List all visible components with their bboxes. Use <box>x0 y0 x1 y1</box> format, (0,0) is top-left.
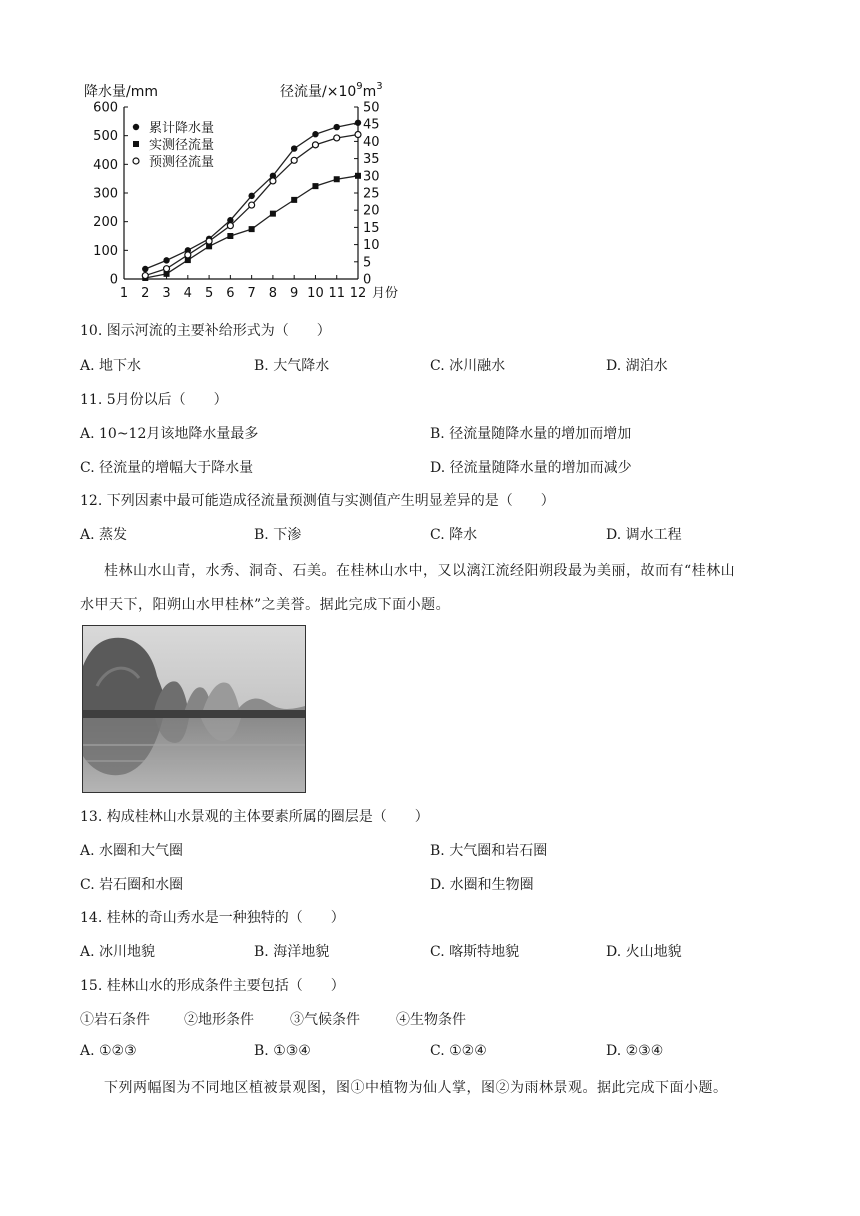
question-11-option-c[interactable]: C. 径流量的增幅大于降水量 <box>80 460 254 476</box>
series-2-point <box>334 176 340 182</box>
series-2-point <box>355 173 361 179</box>
legend-marker-3 <box>133 158 139 164</box>
legend-label-3: 预测径流量 <box>149 155 215 170</box>
left-y-tick-label: 300 <box>93 186 118 202</box>
series-1-point <box>248 193 254 199</box>
right-y-tick-label: 50 <box>363 100 380 116</box>
legend-marker-2 <box>133 141 139 147</box>
legend-label-1: 累计降水量 <box>149 121 215 136</box>
x-tick-label: 9 <box>290 286 299 301</box>
question-10-option-c[interactable]: C. 冰川融水 <box>430 358 506 374</box>
x-tick-label: 3 <box>162 286 171 301</box>
right-y-tick-label: 20 <box>363 203 380 219</box>
x-tick-label: 11 <box>328 286 346 301</box>
question-13-option-c[interactable]: C. 岩石圈和水圈 <box>80 877 184 893</box>
x-tick-label: 4 <box>183 286 192 301</box>
x-tick-label: 12 <box>349 286 367 301</box>
x-tick-label: 1 <box>119 286 129 301</box>
series-1-point <box>142 266 148 272</box>
x-tick-label: 10 <box>307 286 324 301</box>
series-3-point <box>312 142 318 148</box>
x-tick-label: 7 <box>247 286 256 301</box>
right-y-tick-label: 0 <box>363 272 372 288</box>
question-14-option-c[interactable]: C. 喀斯特地貌 <box>430 944 520 960</box>
question-15-stem: 15. 桂林山水的形成条件主要包括（ ） <box>80 978 345 994</box>
chart-axes <box>93 101 398 302</box>
right-y-tick-label: 5 <box>363 255 372 271</box>
question-10-option-a[interactable]: A. 地下水 <box>80 358 142 374</box>
series-1-point <box>291 145 297 151</box>
series-3-point <box>227 223 233 229</box>
right-y-tick-label: 35 <box>363 152 380 168</box>
series-3-point <box>206 238 212 244</box>
legend-marker-1 <box>133 124 139 130</box>
series-2-point <box>312 183 318 189</box>
left-y-tick-label: 400 <box>93 157 118 173</box>
question-15-condition-1: ①岩石条件 <box>80 1012 150 1028</box>
x-axis-unit: 月份 <box>372 286 399 301</box>
right-y-tick-label: 45 <box>363 117 380 133</box>
series-3-point <box>142 273 148 279</box>
question-15-option-c[interactable]: C. ①②④ <box>430 1043 487 1059</box>
question-10-option-d[interactable]: D. 湖泊水 <box>606 358 668 374</box>
series-3-point <box>334 135 340 141</box>
question-12-stem: 12. 下列因素中最可能造成径流量预测值与实测值产生明显差异的是（ ） <box>80 493 555 509</box>
left-y-tick-label: 500 <box>93 129 118 145</box>
question-15-option-a[interactable]: A. ①②③ <box>80 1043 137 1059</box>
right-axis-label: 径流量$/\times 10^9m^3$ <box>280 81 383 100</box>
x-tick-label: 8 <box>268 286 278 301</box>
left-y-tick-label: 200 <box>93 215 118 231</box>
series-1-point <box>163 257 169 263</box>
question-13-option-a[interactable]: A. 水圈和大气圈 <box>80 843 184 859</box>
chart-legend <box>133 120 214 170</box>
series-3-point <box>185 252 191 258</box>
question-12-option-b[interactable]: B. 下渗 <box>254 527 302 543</box>
question-15-condition-2: ②地形条件 <box>184 1012 254 1028</box>
guilin-passage-line-2: 水甲天下，阳朔山水甲桂林”之美誉。据此完成下面小题。 <box>80 597 451 613</box>
question-15-condition-3: ③气候条件 <box>290 1012 360 1028</box>
question-14-option-a[interactable]: A. 冰川地貌 <box>80 944 156 960</box>
x-tick-label: 5 <box>204 286 214 301</box>
x-tick-label: 2 <box>141 286 150 301</box>
guilin-passage-line-1: 桂林山水山青，水秀、洞奇、石美。在桂林山水中，又以漓江流经阳朔段最为美丽，故而有“桂林山 <box>104 563 736 579</box>
question-14-option-b[interactable]: B. 海洋地貌 <box>254 944 330 960</box>
right-y-tick-label: 30 <box>363 169 380 185</box>
series-3-point <box>249 202 255 208</box>
series-3-point <box>164 266 170 272</box>
question-11-option-a[interactable]: A. 10~12月该地降水量最多 <box>80 426 259 442</box>
series-3-point <box>291 157 297 163</box>
left-y-tick-label: 100 <box>93 243 118 259</box>
left-y-tick-label: 0 <box>109 272 118 288</box>
guilin-landscape-drawing <box>83 626 305 792</box>
x-tick-label: 6 <box>226 286 235 301</box>
right-y-tick-label: 10 <box>363 238 380 254</box>
series-2-point <box>249 226 255 232</box>
question-10-stem: 10. 图示河流的主要补给形式为（ ） <box>80 323 331 339</box>
left-y-tick-label: 600 <box>93 100 118 116</box>
chart-svg <box>74 74 410 310</box>
series-1-point <box>312 131 318 137</box>
right-y-tick-label: 25 <box>363 186 380 202</box>
question-13-stem: 13. 构成桂林山水景观的主体要素所属的圈层是（ ） <box>80 809 429 825</box>
legend-label-2: 实测径流量 <box>149 138 215 153</box>
guilin-landscape-photo <box>82 625 306 793</box>
question-10-option-b[interactable]: B. 大气降水 <box>254 358 330 374</box>
question-14-stem: 14. 桂林的奇山秀水是一种独特的（ ） <box>80 910 345 926</box>
question-13-option-b[interactable]: B. 大气圈和岩石圈 <box>430 843 548 859</box>
series-3-point <box>270 178 276 184</box>
series-1-point <box>355 120 361 126</box>
question-12-option-d[interactable]: D. 调水工程 <box>606 527 682 543</box>
question-15-condition-4: ④生物条件 <box>396 1012 466 1028</box>
question-11-stem: 11. 5月份以后（ ） <box>80 392 228 408</box>
vegetation-passage: 下列两幅图为不同地区植被景观图，图①中植物为仙人掌，图②为雨林景观。据此完成下面小题。 <box>104 1080 728 1096</box>
runoff-precipitation-chart <box>74 74 410 310</box>
series-3-point <box>355 132 361 138</box>
question-11-option-b[interactable]: B. 径流量随降水量的增加而增加 <box>430 426 632 442</box>
series-1-point <box>334 124 340 130</box>
series-2-point <box>291 197 297 203</box>
series-2-point <box>227 233 233 239</box>
question-11-option-d[interactable]: D. 径流量随降水量的增加而减少 <box>430 460 632 476</box>
left-axis-label: 降水量/mm <box>84 84 158 100</box>
question-12-option-a[interactable]: A. 蒸发 <box>80 527 128 543</box>
question-15-option-d[interactable]: D. ②③④ <box>606 1043 664 1059</box>
question-12-option-c[interactable]: C. 降水 <box>430 527 478 543</box>
question-14-option-d[interactable]: D. 火山地貌 <box>606 944 682 960</box>
question-15-option-b[interactable]: B. ①③④ <box>254 1043 311 1059</box>
right-y-tick-label: 40 <box>363 134 380 150</box>
question-13-option-d[interactable]: D. 水圈和生物圈 <box>430 877 534 893</box>
series-2-point <box>270 211 276 217</box>
right-y-tick-label: 15 <box>363 220 380 236</box>
